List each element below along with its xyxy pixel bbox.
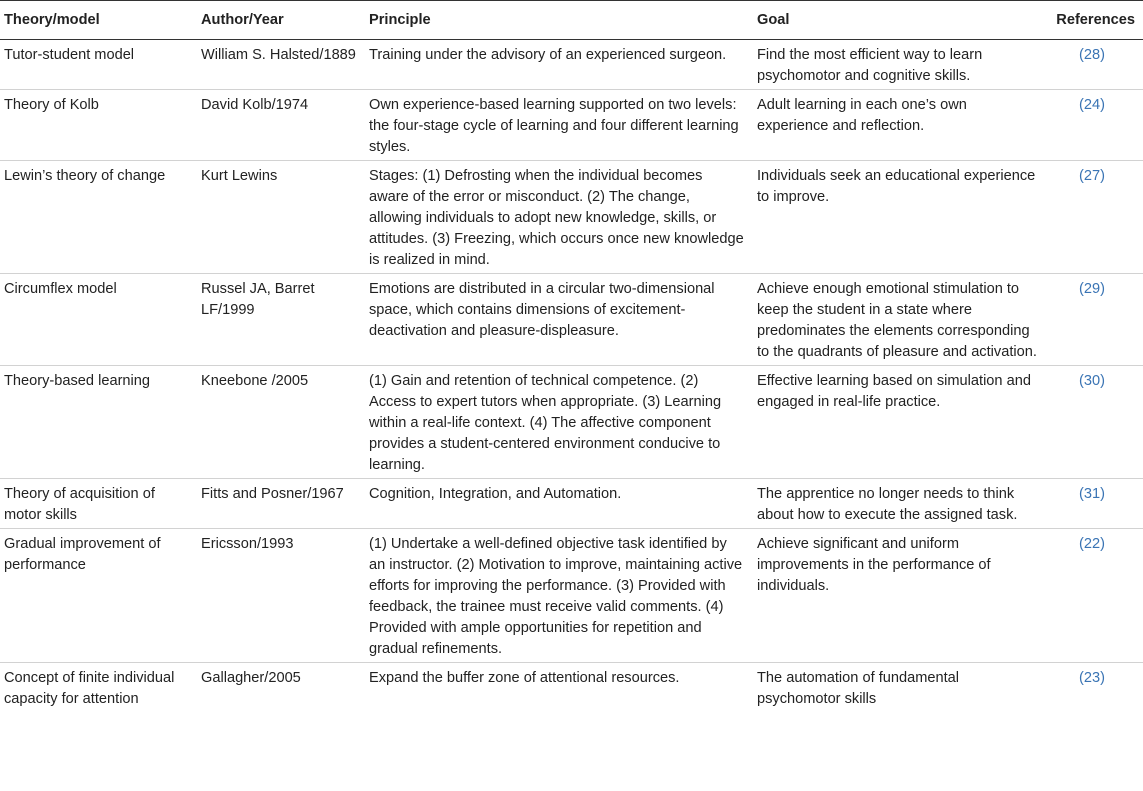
table-row bbox=[0, 529, 1143, 663]
reference-link[interactable]: (27) bbox=[1079, 168, 1105, 184]
header-principle: Principle bbox=[365, 1, 753, 40]
reference-link[interactable]: (31) bbox=[1079, 486, 1105, 502]
theory-cell: Gradual improvement of performance bbox=[0, 529, 197, 663]
table-row bbox=[0, 479, 1143, 529]
author-cell: Fitts and Posner/1967 bbox=[197, 479, 365, 529]
table-row bbox=[0, 274, 1143, 366]
principle-cell: Emotions are distributed in a circular two-dimensional space, which contains dimensions of excitement-deactivation and pleasure-displeasure. bbox=[365, 274, 753, 366]
principle-cell: Own experience-based learning supported on two levels: the four-stage cycle of learning and four different learning styles. bbox=[365, 90, 753, 161]
header-row bbox=[0, 1, 1143, 40]
reference-cell bbox=[1049, 366, 1143, 479]
reference-cell bbox=[1049, 663, 1143, 713]
header-theory-model: Theory/model bbox=[0, 1, 197, 40]
reference-link[interactable]: (30) bbox=[1079, 373, 1105, 389]
theory-cell: Tutor-student model bbox=[0, 40, 197, 90]
author-cell: Kurt Lewins bbox=[197, 161, 365, 274]
principle-cell: Stages: (1) Defrosting when the individual becomes aware of the error or misconduct. (2) The change, allowing individuals to adopt new knowledge, skills, or attitudes. (3) Freezing, which occurs once new knowledge is realized in mind. bbox=[365, 161, 753, 274]
reference-cell bbox=[1049, 40, 1143, 90]
principle-cell: Cognition, Integration, and Automation. bbox=[365, 479, 753, 529]
table-row bbox=[0, 366, 1143, 479]
author-cell: Ericsson/1993 bbox=[197, 529, 365, 663]
principle-cell: (1) Gain and retention of technical competence. (2) Access to expert tutors when appropriate. (3) Learning within a real-life context. (4) The affective component provides a student-centered environment conducive to learning. bbox=[365, 366, 753, 479]
reference-cell bbox=[1049, 274, 1143, 366]
theory-cell: Lewin’s theory of change bbox=[0, 161, 197, 274]
theory-cell: Theory of acquisition of motor skills bbox=[0, 479, 197, 529]
author-cell: Russel JA, Barret LF/1999 bbox=[197, 274, 365, 366]
goal-cell: Achieve enough emotional stimulation to keep the student in a state where predominates the elements corresponding to the quadrants of pleasure and activation. bbox=[753, 274, 1049, 366]
goal-cell: The apprentice no longer needs to think about how to execute the assigned task. bbox=[753, 479, 1049, 529]
theory-cell: Theory of Kolb bbox=[0, 90, 197, 161]
theory-cell: Circumflex model bbox=[0, 274, 197, 366]
header-references: References bbox=[1049, 1, 1143, 40]
header-goal: Goal bbox=[753, 1, 1049, 40]
goal-cell: Find the most efficient way to learn psychomotor and cognitive skills. bbox=[753, 40, 1049, 90]
reference-link[interactable]: (22) bbox=[1079, 536, 1105, 552]
reference-cell bbox=[1049, 161, 1143, 274]
table-row bbox=[0, 161, 1143, 274]
reference-cell bbox=[1049, 479, 1143, 529]
reference-link[interactable]: (29) bbox=[1079, 281, 1105, 297]
table-row bbox=[0, 90, 1143, 161]
theory-cell: Concept of finite individual capacity for attention bbox=[4, 670, 175, 707]
goal-cell: The automation of fundamental psychomotor skills bbox=[757, 670, 960, 707]
author-cell: Kneebone /2005 bbox=[197, 366, 365, 479]
reference-link[interactable]: (28) bbox=[1079, 47, 1105, 63]
theory-cell: Theory-based learning bbox=[0, 366, 197, 479]
principle-cell: Expand the buffer zone of attentional resources. bbox=[369, 670, 680, 686]
author-cell: David Kolb/1974 bbox=[197, 90, 365, 161]
principle-cell: (1) Undertake a well-defined objective task identified by an instructor. (2) Motivation to improve, maintaining active efforts for improving the performance. (3) Provided with feedback, the trainee must receive valid comments. (4) Provided with ample opportunities for repetition and gradual refinements. bbox=[365, 529, 753, 663]
reference-link[interactable]: (23) bbox=[1079, 670, 1105, 686]
header-author-year: Author/Year bbox=[197, 1, 365, 40]
table-row bbox=[0, 663, 1143, 713]
reference-cell bbox=[1049, 529, 1143, 663]
goal-cell: Effective learning based on simulation and engaged in real-life practice. bbox=[753, 366, 1049, 479]
reference-cell bbox=[1049, 90, 1143, 161]
author-cell: Gallagher/2005 bbox=[201, 670, 301, 686]
reference-link[interactable]: (24) bbox=[1079, 97, 1105, 113]
principle-cell: Training under the advisory of an experienced surgeon. bbox=[365, 40, 753, 90]
goal-cell: Individuals seek an educational experience to improve. bbox=[753, 161, 1049, 274]
goal-cell: Achieve significant and uniform improvements in the performance of individuals. bbox=[753, 529, 1049, 663]
table-row bbox=[0, 40, 1143, 90]
goal-cell: Adult learning in each one’s own experience and reflection. bbox=[753, 90, 1049, 161]
author-cell: William S. Halsted/1889 bbox=[197, 40, 365, 90]
